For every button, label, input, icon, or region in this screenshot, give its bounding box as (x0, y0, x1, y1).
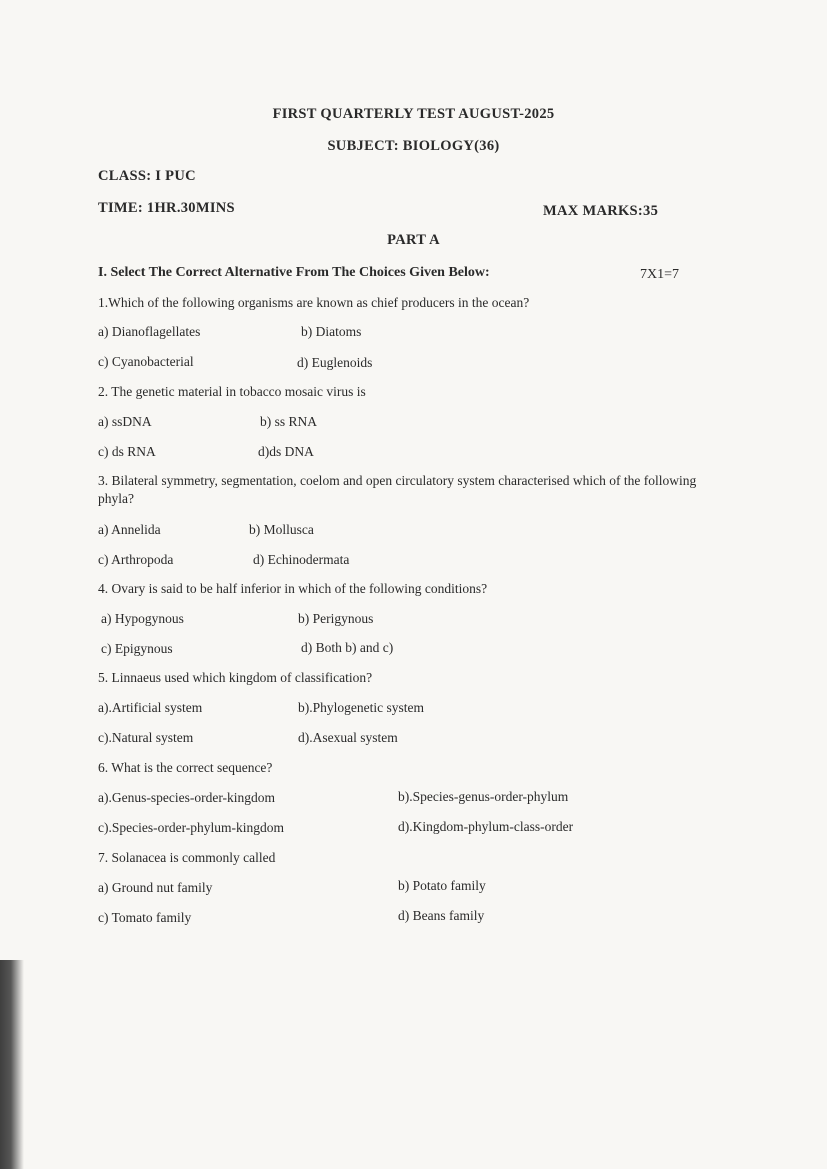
q6-option-c: c).Species-order-phylum-kingdom (98, 820, 285, 835)
question-3: 3. Bilateral symmetry, segmentation, coelom and open circulatory system characterised which of the following phyla? (98, 473, 697, 506)
q3-option-c: c) Arthropoda (98, 552, 174, 567)
q7-option-a: a) Ground nut family (98, 880, 213, 895)
q3-option-b: b) Mollusca (249, 522, 314, 537)
q3-option-d: d) Echinodermata (253, 552, 350, 567)
q4-option-b: b) Perigynous (298, 611, 374, 626)
q2-option-d: d)ds DNA (258, 444, 314, 459)
q1-option-d: d) Euglenoids (297, 355, 373, 370)
section-marks: 7X1=7 (640, 267, 680, 282)
scan-edge-shadow (0, 960, 24, 1169)
q1-option-a: a) Dianoflagellates (98, 324, 201, 339)
time-line: TIME: 1HR.30MINS (98, 200, 235, 216)
max-marks: MAX MARKS:35 (543, 203, 659, 219)
q4-option-c: c) Epigynous (101, 641, 173, 656)
q2-option-b: b) ss RNA (260, 414, 318, 429)
q5-option-d: d).Asexual system (298, 730, 398, 745)
class-line: CLASS: I PUC (98, 168, 196, 184)
question-2: 2. The genetic material in tobacco mosaic virus is (98, 384, 366, 399)
question-1: 1.Which of the following organisms are known as chief producers in the ocean? (98, 295, 530, 310)
q6-option-d: d).Kingdom-phylum-class-order (398, 819, 574, 834)
q1-option-c: c) Cyanobacterial (98, 354, 194, 369)
q5-option-c: c).Natural system (98, 730, 194, 745)
q7-option-d: d) Beans family (398, 908, 485, 923)
q7-option-c: c) Tomato family (98, 910, 192, 925)
q7-option-b: b) Potato family (398, 878, 486, 893)
q2-option-c: c) ds RNA (98, 444, 156, 459)
q4-option-d: d) Both b) and c) (301, 640, 394, 655)
q1-option-b: b) Diatoms (301, 324, 362, 339)
q5-option-b: b).Phylogenetic system (298, 700, 424, 715)
q3-option-a: a) Annelida (98, 522, 161, 537)
q5-option-a: a).Artificial system (98, 700, 203, 715)
question-5: 5. Linnaeus used which kingdom of classification? (98, 670, 373, 685)
subject-line: SUBJECT: BIOLOGY(36) (327, 138, 500, 154)
q2-option-a: a) ssDNA (98, 414, 152, 429)
q6-option-b: b).Species-genus-order-phylum (398, 789, 569, 804)
question-6: 6. What is the correct sequence? (98, 760, 273, 775)
section-instruction: I. Select The Correct Alternative From The Choices Given Below: (98, 265, 490, 280)
q4-option-a: a) Hypogynous (101, 611, 184, 626)
part-heading: PART A (387, 232, 440, 248)
question-7: 7. Solanacea is commonly called (98, 850, 276, 865)
question-4: 4. Ovary is said to be half inferior in which of the following conditions? (98, 581, 488, 596)
exam-title: FIRST QUARTERLY TEST AUGUST-2025 (272, 106, 555, 122)
q6-option-a: a).Genus-species-order-kingdom (98, 790, 276, 805)
